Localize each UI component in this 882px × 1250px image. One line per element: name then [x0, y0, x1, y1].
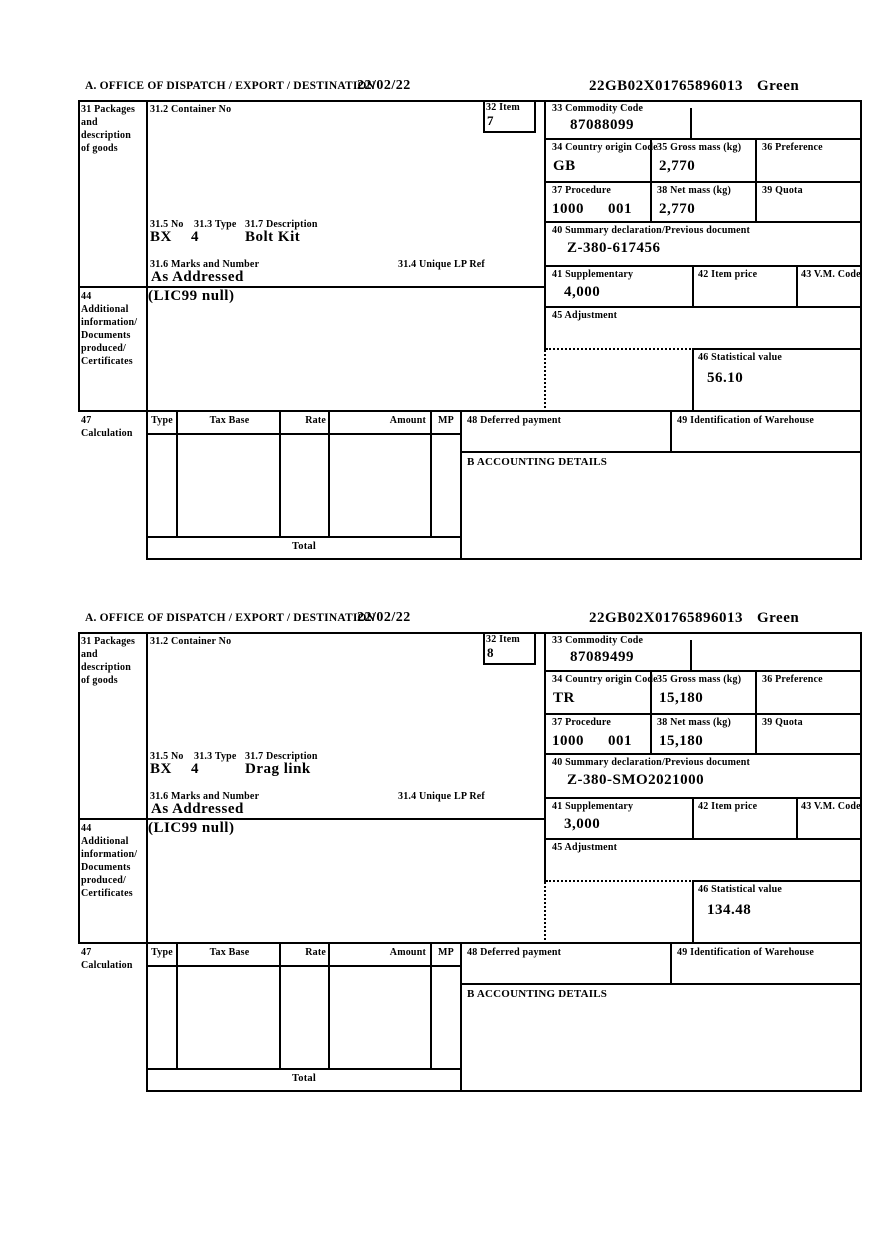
table-column-line	[328, 944, 330, 1068]
border-line	[146, 536, 462, 538]
net-mass-label: 38 Net mass (kg)	[657, 717, 732, 728]
net-mass-value: 15,180	[659, 733, 704, 749]
border-line	[546, 670, 862, 672]
additional-info-label-line: Certificates	[81, 356, 133, 367]
border-line	[694, 348, 862, 350]
tax-type-header: Type	[151, 415, 173, 426]
dotted-border-line	[546, 880, 694, 882]
routing-status: Green	[757, 78, 800, 94]
border-line	[692, 797, 694, 840]
accounting-details-label: B ACCOUNTING DETAILS	[467, 456, 608, 468]
border-line	[78, 632, 80, 944]
border-line	[546, 221, 862, 223]
packages-label-line: and	[81, 649, 98, 660]
supplementary-value: 3,000	[564, 816, 601, 832]
additional-info-label-line: Additional	[81, 304, 129, 315]
border-line	[692, 348, 694, 412]
tax-base-header: Tax Base	[209, 947, 250, 958]
packages-no-label: 31.5 No	[150, 219, 184, 230]
total-label: Total	[292, 1073, 316, 1084]
border-line	[755, 138, 757, 223]
calculation-label-line: Calculation	[81, 428, 133, 439]
item-price-label: 42 Item price	[698, 269, 758, 280]
adjustment-label: 45 Adjustment	[552, 310, 618, 321]
item-number-value: 7	[487, 113, 494, 128]
description-value: Drag link	[245, 761, 311, 777]
commodity-code-value: 87088099	[570, 117, 634, 133]
supplementary-label: 41 Supplementary	[552, 801, 634, 812]
vm-code-label: 43 V.M. Code	[801, 801, 861, 812]
tax-base-header: Tax Base	[209, 415, 250, 426]
previous-document-label: 40 Summary declaration/Previous document	[552, 225, 751, 236]
border-line	[692, 880, 694, 944]
header-reference: 22GB02X01765896013	[589, 78, 744, 94]
unique-lp-ref-label: 31.4 Unique LP Ref	[398, 791, 485, 802]
warehouse-id-label: 49 Identification of Warehouse	[677, 947, 815, 958]
border-line	[546, 306, 862, 308]
additional-info-label-line: produced/	[81, 343, 126, 354]
table-column-line	[430, 944, 432, 1068]
border-line	[78, 100, 862, 102]
marks-value: As Addressed	[151, 801, 244, 817]
net-mass-value: 2,770	[659, 201, 696, 217]
supplementary-value: 4,000	[564, 284, 601, 300]
rate-header: Rate	[305, 947, 326, 958]
gross-mass-label: 35 Gross mass (kg)	[657, 142, 742, 153]
packages-label-line: description	[81, 130, 131, 141]
previous-document-value: Z-380-SMO2021000	[567, 772, 705, 788]
description-label: 31.7 Description	[245, 219, 318, 230]
table-column-line	[328, 412, 330, 536]
adjustment-label: 45 Adjustment	[552, 842, 618, 853]
dotted-border-line	[544, 350, 546, 412]
additional-info-label-line: produced/	[81, 875, 126, 886]
border-line	[670, 942, 672, 985]
border-line	[78, 942, 862, 944]
net-mass-label: 38 Net mass (kg)	[657, 185, 732, 196]
item-label: 32 Item	[486, 102, 520, 113]
border-line	[546, 838, 862, 840]
border-line	[146, 433, 462, 435]
packages-type-label: 31.3 Type	[194, 751, 237, 762]
statistical-value-label: 46 Statistical value	[698, 884, 782, 895]
border-line	[462, 451, 862, 453]
supplementary-label: 41 Supplementary	[552, 269, 634, 280]
table-column-line	[176, 944, 178, 1068]
gross-mass-value: 15,180	[659, 690, 704, 706]
mp-header: MP	[438, 947, 454, 958]
packages-type-label: 31.3 Type	[194, 219, 237, 230]
border-line	[692, 265, 694, 308]
table-column-line	[279, 412, 281, 536]
vm-code-label: 43 V.M. Code	[801, 269, 861, 280]
package-count-value: BX	[150, 229, 172, 245]
description-label: 31.7 Description	[245, 751, 318, 762]
packages-label-line: 31 Packages	[81, 104, 136, 115]
item-price-label: 42 Item price	[698, 801, 758, 812]
quota-label: 39 Quota	[762, 717, 803, 728]
package-count-value: BX	[150, 761, 172, 777]
additional-info-label-line: information/	[81, 317, 138, 328]
border-line	[546, 713, 862, 715]
border-line	[546, 753, 862, 755]
calculation-label-line: 47	[81, 415, 92, 426]
package-type-value: 4	[191, 761, 199, 777]
rate-header: Rate	[305, 415, 326, 426]
dotted-border-line	[546, 348, 694, 350]
amount-header: Amount	[389, 947, 426, 958]
border-line	[546, 265, 862, 267]
declaration-item-form	[78, 78, 862, 560]
preference-label: 36 Preference	[762, 142, 823, 153]
additional-info-label-line: information/	[81, 849, 138, 860]
packages-label-line: description	[81, 662, 131, 673]
additional-info-value: (LIC99 null)	[148, 820, 235, 836]
calculation-label-line: 47	[81, 947, 92, 958]
commodity-code-value: 87089499	[570, 649, 634, 665]
border-line	[146, 632, 148, 944]
previous-document-label: 40 Summary declaration/Previous document	[552, 757, 751, 768]
border-line	[146, 1090, 862, 1092]
mp-header: MP	[438, 415, 454, 426]
procedure-value: 1000	[552, 733, 584, 749]
country-origin-value: GB	[553, 158, 576, 174]
additional-info-label-line: Documents	[81, 862, 131, 873]
procedure-value: 1000	[552, 201, 584, 217]
country-origin-label: 34 Country origin Code	[552, 142, 658, 153]
border-line	[546, 181, 862, 183]
commodity-code-label: 33 Commodity Code	[552, 103, 644, 114]
border-line	[546, 138, 862, 140]
deferred-payment-label: 48 Deferred payment	[467, 947, 562, 958]
border-line	[146, 558, 862, 560]
packages-label-line: and	[81, 117, 98, 128]
marks-value: As Addressed	[151, 269, 244, 285]
border-line	[78, 632, 862, 634]
packages-no-label: 31.5 No	[150, 751, 184, 762]
deferred-payment-label: 48 Deferred payment	[467, 415, 562, 426]
commodity-code-label: 33 Commodity Code	[552, 635, 644, 646]
table-column-line	[430, 412, 432, 536]
border-line	[860, 100, 862, 560]
dotted-border-line	[544, 882, 546, 944]
border-line	[78, 100, 80, 412]
border-line	[78, 410, 862, 412]
marks-and-number-label: 31.6 Marks and Number	[150, 791, 260, 802]
border-line	[462, 983, 862, 985]
border-line	[146, 965, 462, 967]
unique-lp-ref-label: 31.4 Unique LP Ref	[398, 259, 485, 270]
calculation-label-line: Calculation	[81, 960, 133, 971]
table-column-line	[279, 944, 281, 1068]
gross-mass-value: 2,770	[659, 158, 696, 174]
quota-label: 39 Quota	[762, 185, 803, 196]
amount-header: Amount	[389, 415, 426, 426]
header-date: 22/02/22	[357, 78, 411, 93]
border-line	[860, 632, 862, 1092]
border-line	[755, 670, 757, 755]
additional-info-label-line: Additional	[81, 836, 129, 847]
header-date: 22/02/22	[357, 610, 411, 625]
marks-and-number-label: 31.6 Marks and Number	[150, 259, 260, 270]
country-origin-value: TR	[553, 690, 575, 706]
statistical-value: 56.10	[707, 370, 744, 386]
header-reference: 22GB02X01765896013	[589, 610, 744, 626]
additional-info-label-line: 44	[81, 823, 92, 834]
statistical-value-label: 46 Statistical value	[698, 352, 782, 363]
gross-mass-label: 35 Gross mass (kg)	[657, 674, 742, 685]
commodity-code-divider-line	[690, 640, 692, 670]
warehouse-id-label: 49 Identification of Warehouse	[677, 415, 815, 426]
container-no-label: 31.2 Container No	[150, 636, 232, 647]
previous-document-value: Z-380-617456	[567, 240, 661, 256]
additional-info-value: (LIC99 null)	[148, 288, 235, 304]
table-column-line	[176, 412, 178, 536]
package-type-value: 4	[191, 229, 199, 245]
border-line	[796, 797, 798, 840]
tax-type-header: Type	[151, 947, 173, 958]
packages-label-line: of goods	[81, 675, 118, 686]
border-line	[796, 265, 798, 308]
packages-label-line: 31 Packages	[81, 636, 136, 647]
border-line	[146, 1068, 462, 1070]
container-no-label: 31.2 Container No	[150, 104, 232, 115]
procedure-value-2: 001	[608, 201, 632, 217]
commodity-code-divider-line	[690, 108, 692, 138]
statistical-value: 134.48	[707, 902, 752, 918]
procedure-label: 37 Procedure	[552, 717, 611, 728]
office-of-dispatch-label: A. OFFICE OF DISPATCH / EXPORT / DESTINATION	[85, 80, 376, 92]
total-label: Total	[292, 541, 316, 552]
country-origin-label: 34 Country origin Code	[552, 674, 658, 685]
declaration-item-form	[78, 610, 862, 1092]
procedure-value-2: 001	[608, 733, 632, 749]
border-line	[146, 100, 148, 412]
border-line	[670, 410, 672, 453]
additional-info-label-line: Certificates	[81, 888, 133, 899]
packages-label-line: of goods	[81, 143, 118, 154]
accounting-details-label: B ACCOUNTING DETAILS	[467, 988, 608, 1000]
additional-info-label-line: Documents	[81, 330, 131, 341]
item-label: 32 Item	[486, 634, 520, 645]
routing-status: Green	[757, 610, 800, 626]
office-of-dispatch-label: A. OFFICE OF DISPATCH / EXPORT / DESTINATION	[85, 612, 376, 624]
item-number-value: 8	[487, 645, 494, 660]
border-line	[546, 797, 862, 799]
additional-info-label-line: 44	[81, 291, 92, 302]
border-line	[694, 880, 862, 882]
procedure-label: 37 Procedure	[552, 185, 611, 196]
description-value: Bolt Kit	[245, 229, 301, 245]
preference-label: 36 Preference	[762, 674, 823, 685]
